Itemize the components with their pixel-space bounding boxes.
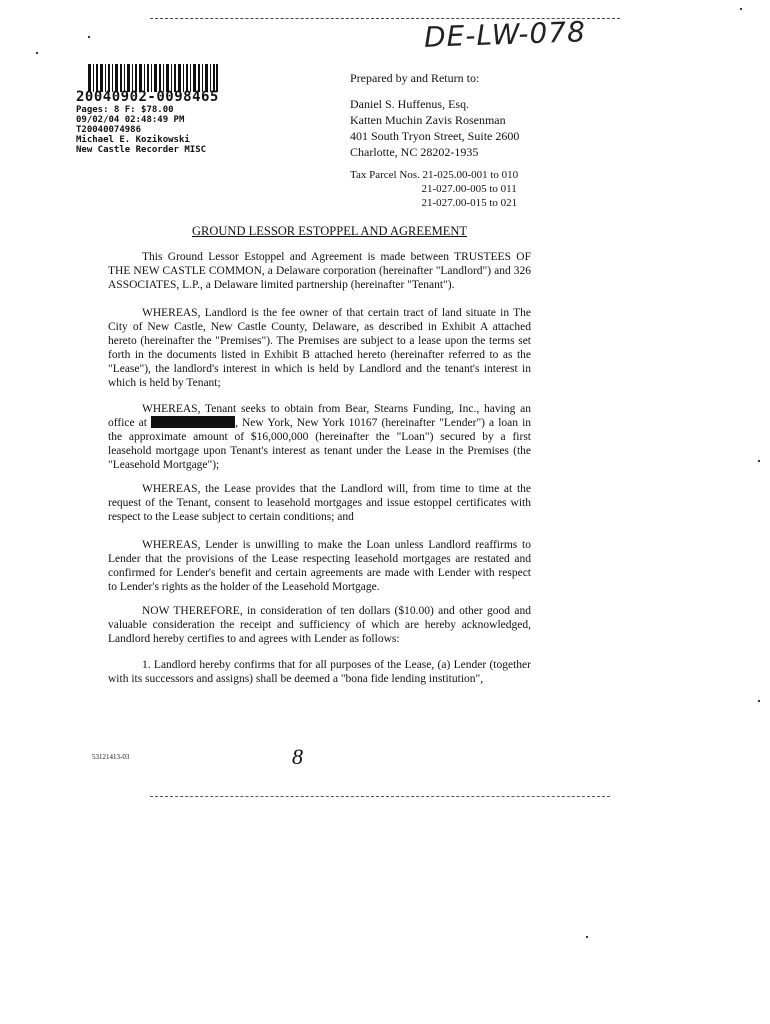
- page-number: 8: [292, 744, 303, 769]
- recording-stamp: [76, 90, 219, 155]
- recording-line: New Castle Recorder MISC: [76, 145, 207, 155]
- recording-line: T20040074986: [76, 125, 142, 135]
- prepared-by-label: Prepared by and Return to:: [350, 71, 480, 85]
- paragraph-whereas-premises: WHEREAS, Landlord is the fee owner of that certain tract of land situate in The City of New Castle, New Castle County, Delaware, as described in Exhibit A attached hereto (hereinafter the "Premises"). The Premises are subject to a lease upon the terms set forth in the documents listed in Exhibit B attached hereto (hereinafter referred to as the "Lease"), the landlord's interest in which is held by Landlord and the tenant's interest in which is held by Tenant;: [108, 307, 531, 389]
- document-code: 53121413-03: [92, 753, 130, 761]
- scan-bottom-border: [150, 796, 610, 798]
- recording-line: 09/02/04 02:48:49 PM: [76, 115, 185, 125]
- paragraph-text: , New York, New York 10167 (hereinafter "Lender") a loan in the approximate amount of $16,000,000 (hereinafter the "Loan") secured by a first leasehold mortgage upon Tenant's interest as tenant under the Lease in the Premises (the "Leasehold Mortgage");: [108, 417, 532, 471]
- address-line: Charlotte, NC 28202-1935: [350, 145, 479, 159]
- tax-parcel-line: Tax Parcel Nos. 21-025.00-001 to 010: [350, 169, 519, 181]
- paragraph-whereas-lease: WHEREAS, the Lease provides that the Landlord will, from time to time at the request of the Tenant, consent to leasehold mortgages and issue estoppel certificates with respect to the Lease subject to certain conditions; and: [108, 483, 531, 523]
- handwritten-document-id: DE-LW-078: [423, 15, 587, 54]
- tax-parcel-line: 21-027.00-015 to 021: [350, 197, 518, 209]
- recording-number: 20040902-0098465: [76, 89, 219, 105]
- address-line: Daniel S. Huffenus, Esq.: [350, 97, 470, 111]
- scan-speck: [586, 936, 588, 938]
- scan-speck: [758, 460, 760, 462]
- address-line: 401 South Tryon Street, Suite 2600: [350, 129, 520, 143]
- address-line: Katten Muchin Zavis Rosenman: [350, 113, 506, 127]
- barcode-icon: [88, 64, 218, 92]
- paragraph-whereas-loan: [108, 402, 531, 472]
- paragraph-now-therefore: NOW THEREFORE, in consideration of ten dollars ($10.00) and other good and valuable consideration the receipt and sufficiency of which are hereby acknowledged, Landlord hereby certifies to and agrees with Lender as follows:: [108, 605, 531, 645]
- scan-speck: [36, 52, 38, 54]
- scan-speck: [88, 36, 90, 38]
- paragraph-intro: This Ground Lessor Estoppel and Agreement is made between TRUSTEES OF THE NEW CASTLE COMMON, a Delaware corporation (hereinafter "Landlord") and 326 ASSOCIATES, L.P., a Delaware limited partnership (hereinafter "Tenant").: [108, 251, 531, 291]
- recording-line: Michael E. Kozikowski: [76, 135, 190, 145]
- paragraph-whereas-lender: WHEREAS, Lender is unwilling to make the Loan unless Landlord reaffirms to Lender that the provisions of the Lease respecting leasehold mortgages are restated and confirmed for Lender's benefit and certain agreements are made with Lender with respect to Lender's rights as the holder of the Leasehold Mortgage.: [108, 539, 531, 593]
- tax-parcel-line: 21-027.00-005 to 011: [350, 183, 517, 195]
- paragraph-text: WHEREAS, Tenant seeks to obtain from Bear, Stearns Funding, Inc., having an office at: [108, 403, 531, 429]
- return-address: [350, 96, 519, 160]
- tax-parcel-numbers: [350, 168, 518, 210]
- scan-speck: [740, 8, 742, 10]
- recording-line: Pages: 8 F: $78.00: [76, 105, 174, 115]
- redaction-block: [151, 416, 235, 428]
- document-title: GROUND LESSOR ESTOPPEL AND AGREEMENT: [192, 224, 468, 238]
- paragraph-section-1: 1. Landlord hereby confirms that for all purposes of the Lease, (a) Lender (together with its successors and assigns) shall be deemed a "bona fide lending institution",: [108, 659, 531, 685]
- scan-speck: [758, 700, 760, 702]
